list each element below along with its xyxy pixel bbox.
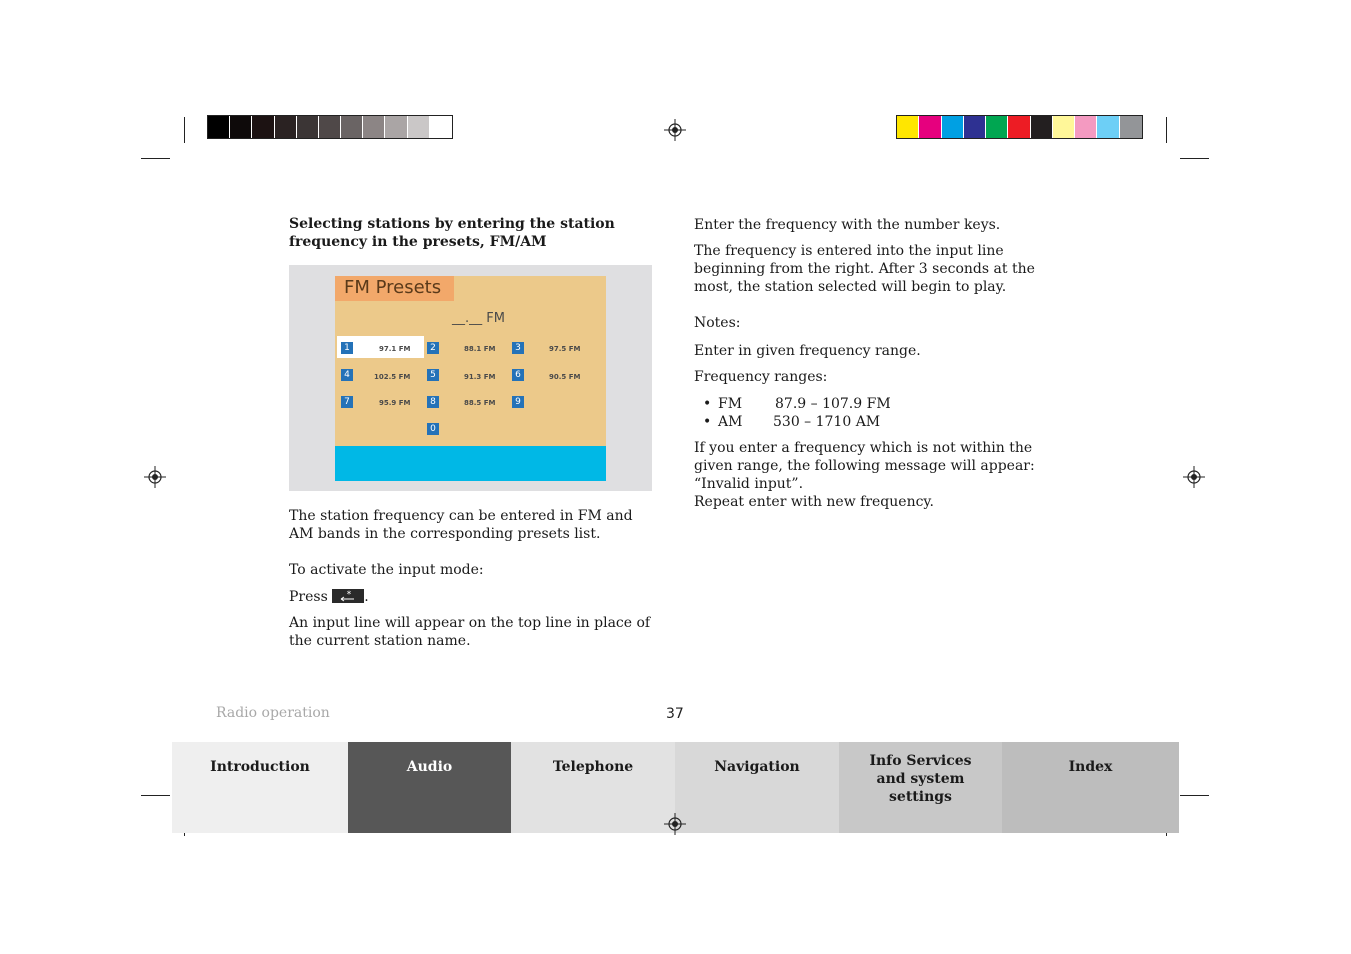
screen-title: FM Presets — [344, 277, 442, 298]
preset-frequency: 97.5 FM — [549, 345, 581, 353]
crop-mark-bl-h — [141, 795, 170, 796]
preset-number: 0 — [427, 423, 439, 435]
ranges-label: Frequency ranges: — [694, 369, 828, 385]
preset-number: 1 — [341, 342, 353, 354]
screen-bottom-bar — [335, 446, 606, 481]
crop-mark-tr-v — [1166, 117, 1167, 143]
crop-mark-tl-v — [184, 117, 185, 143]
tab-label: Index — [1068, 759, 1113, 775]
paragraph: Enter the frequency with the number keys. — [694, 217, 1001, 233]
range-value: 87.9 – 107.9 FM — [775, 396, 891, 412]
registration-mark-icon — [1183, 466, 1205, 488]
calibration-swatch — [208, 116, 230, 138]
press-instruction — [289, 588, 661, 606]
calibration-swatch — [919, 116, 941, 138]
paragraph: To activate the input mode: — [289, 562, 484, 578]
right-body-text — [694, 216, 1058, 511]
tab-introduction[interactable] — [172, 742, 348, 833]
paragraph: If you enter a frequency which is not within the given range, the following message will appear: “Invalid input”. — [694, 440, 1035, 492]
crop-mark-tl-h — [141, 158, 170, 159]
svg-text:*: * — [346, 590, 352, 600]
tab-label: Info Services and system settings — [869, 753, 972, 805]
section-label: Radio operation — [216, 705, 330, 721]
preset-number: 6 — [512, 369, 524, 381]
preset-frequency: 91.3 FM — [464, 373, 496, 381]
preset-number: 4 — [341, 369, 353, 381]
preset-number: 7 — [341, 396, 353, 408]
bullet: • — [703, 414, 712, 430]
paragraph: An input line will appear on the top line in place of the current station name. — [289, 615, 651, 649]
preset-frequency: 97.1 FM — [379, 345, 411, 353]
input-mode-key-icon — [332, 589, 364, 603]
list-item — [694, 395, 1058, 413]
calibration-swatch — [942, 116, 964, 138]
calibration-swatch — [964, 116, 986, 138]
calibration-swatch — [363, 116, 385, 138]
preset-frequency: 95.9 FM — [379, 399, 411, 407]
registration-mark-icon — [144, 466, 166, 488]
range-value: 530 – 1710 AM — [773, 414, 881, 430]
section-heading: Selecting stations by entering the station frequency in the presets, FM/AM — [289, 216, 615, 250]
calibration-swatch — [408, 116, 430, 138]
tab-label: Navigation — [714, 759, 800, 775]
calibration-swatch — [341, 116, 363, 138]
preset-frequency: 88.5 FM — [464, 399, 496, 407]
fm-presets-screen-illustration — [289, 265, 652, 491]
tab-telephone[interactable] — [511, 742, 675, 833]
calibration-swatch — [297, 116, 319, 138]
gray-calibration-bar — [207, 115, 453, 139]
page-number: 37 — [666, 706, 684, 722]
calibration-swatch — [1053, 116, 1075, 138]
tab-navigation[interactable] — [675, 742, 839, 833]
notes-label: Notes: — [694, 315, 741, 331]
crop-mark-br-h — [1180, 795, 1209, 796]
preset-frequency: 102.5 FM — [374, 373, 411, 381]
calibration-swatch — [385, 116, 407, 138]
calibration-swatch — [1031, 116, 1053, 138]
preset-number: 9 — [512, 396, 524, 408]
paragraph: Enter in given frequency range. — [694, 343, 921, 359]
press-label: Press — [289, 589, 328, 605]
tab-audio[interactable] — [348, 742, 511, 833]
registration-mark-icon — [664, 813, 686, 835]
calibration-swatch — [230, 116, 252, 138]
display-screen — [335, 276, 606, 481]
frequency-input-line: __.__ FM — [452, 311, 505, 326]
frequency-range-list — [694, 395, 1058, 431]
calibration-swatch — [897, 116, 919, 138]
calibration-swatch — [319, 116, 341, 138]
bullet: • — [703, 396, 712, 412]
crop-mark-tr-h — [1180, 158, 1209, 159]
paragraph: The station frequency can be entered in FM and AM bands in the corresponding presets list. — [289, 508, 633, 542]
registration-mark-icon — [664, 119, 686, 141]
screen-title-bar — [335, 276, 454, 301]
tab-index[interactable] — [1002, 742, 1179, 833]
band-label: FM — [718, 396, 743, 412]
list-item — [694, 413, 1058, 431]
preset-number: 5 — [427, 369, 439, 381]
tab-label: Audio — [406, 759, 453, 775]
preset-number: 2 — [427, 342, 439, 354]
tab-label: Telephone — [552, 759, 634, 775]
preset-number: 3 — [512, 342, 524, 354]
calibration-swatch — [1008, 116, 1030, 138]
tab-info-services[interactable] — [839, 742, 1002, 833]
calibration-swatch — [986, 116, 1008, 138]
left-body-text — [289, 507, 661, 650]
press-suffix: . — [364, 589, 369, 605]
calibration-swatch — [1097, 116, 1119, 138]
paragraph: The frequency is entered into the input line beginning from the right. After 3 seconds at the most, the station selected will begin to play. — [694, 243, 1035, 295]
paragraph: Repeat enter with new frequency. — [694, 494, 934, 510]
band-label: AM — [718, 414, 743, 430]
calibration-swatch — [1120, 116, 1142, 138]
color-calibration-bar — [896, 115, 1143, 139]
preset-frequency: 88.1 FM — [464, 345, 496, 353]
preset-frequency: 90.5 FM — [549, 373, 581, 381]
preset-number: 8 — [427, 396, 439, 408]
calibration-swatch — [275, 116, 297, 138]
calibration-swatch — [252, 116, 274, 138]
tab-label: Introduction — [210, 759, 310, 775]
calibration-swatch — [430, 116, 452, 138]
calibration-swatch — [1075, 116, 1097, 138]
